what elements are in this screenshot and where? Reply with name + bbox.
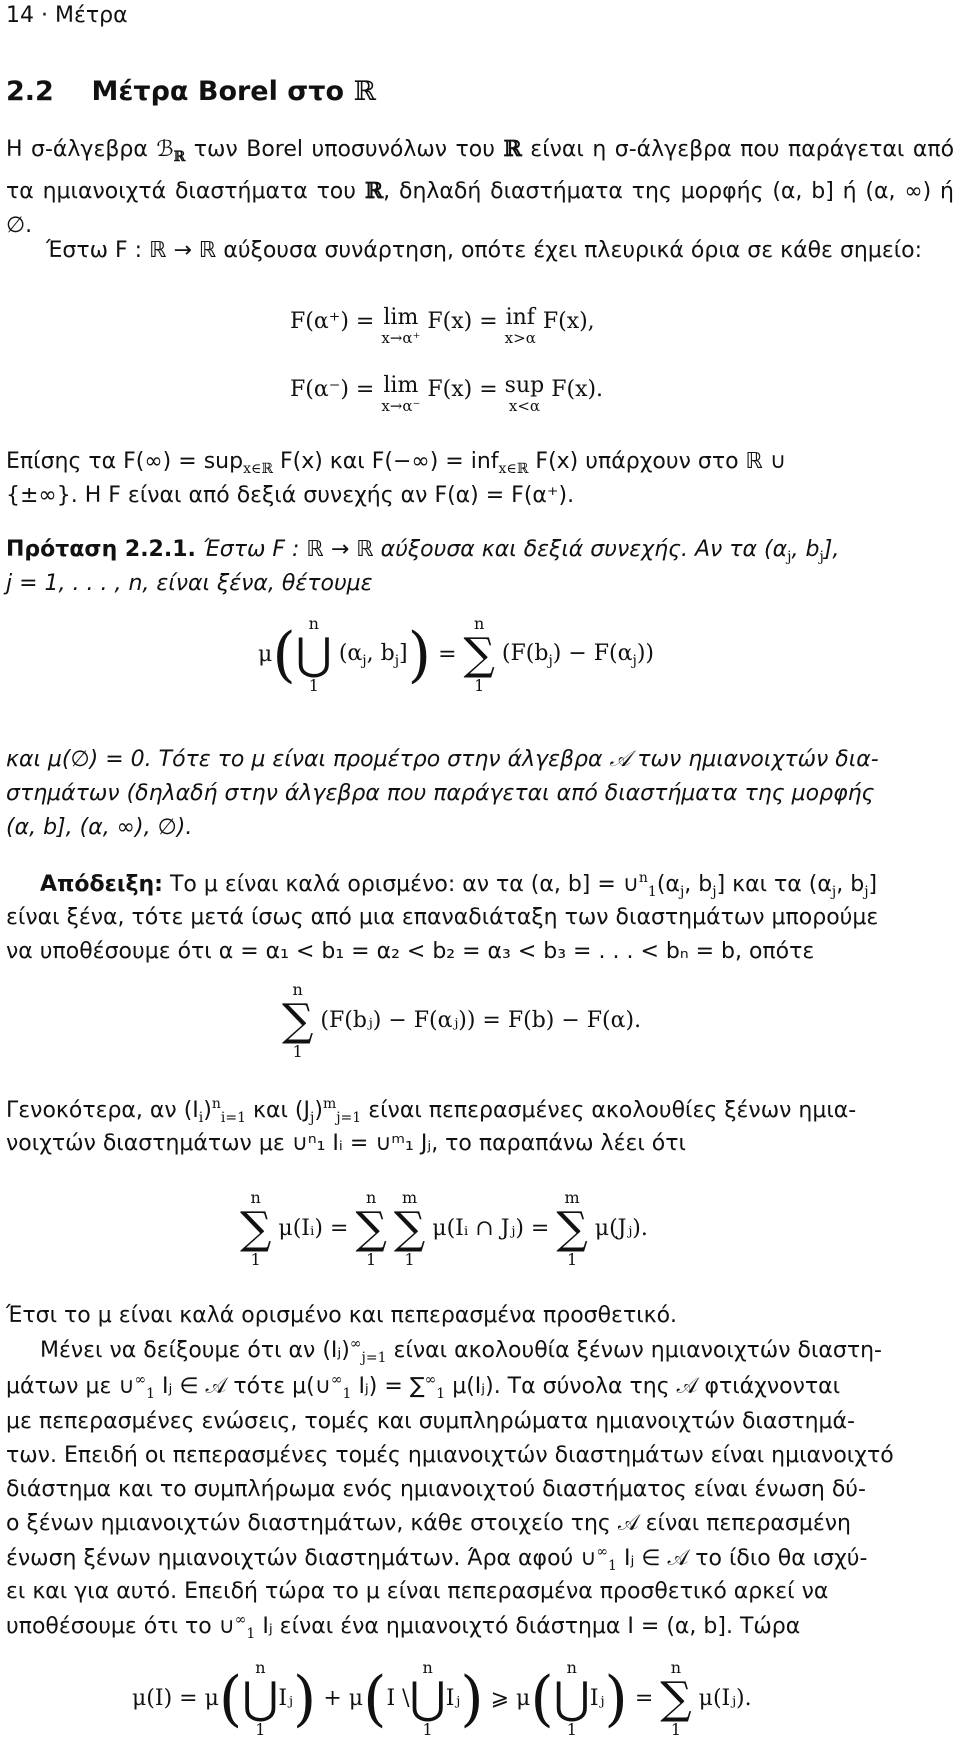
union-operator: n ⋃ 1 bbox=[409, 1658, 446, 1740]
math-text: F(α⁻) = bbox=[290, 377, 375, 402]
proof-e6 bbox=[6, 1474, 866, 1506]
left-paren: ( bbox=[530, 1664, 554, 1735]
subscript: i bbox=[198, 1110, 204, 1126]
math-text: Iⱼ bbox=[589, 1686, 605, 1712]
text: Έστω F : ℝ → ℝ αύξουσα και δεξιά συνεχής. Αν τα (α bbox=[202, 537, 788, 562]
subscript: 1 bbox=[647, 884, 657, 900]
proof-line-1 bbox=[40, 868, 877, 902]
subscript: j bbox=[632, 653, 637, 670]
proposition-after-1 bbox=[6, 744, 879, 776]
sum-bottom: 1 bbox=[366, 1250, 377, 1270]
proof-e1 bbox=[6, 1300, 677, 1332]
superscript: ∞ bbox=[234, 1612, 247, 1628]
sum-top: m bbox=[564, 1188, 580, 1207]
text: {±∞}. Η F είναι από δεξιά συνεχής αν F(α) = F(α⁺). bbox=[6, 483, 575, 508]
general-line-1 bbox=[6, 1094, 856, 1128]
text: στημάτων (δηλαδή στην άλγεβρα που παράγεται από διαστήματα της μορφής bbox=[6, 781, 875, 806]
header-dot: · bbox=[41, 3, 48, 28]
right-paren: ) bbox=[407, 620, 432, 691]
text: υποθέσουμε ότι το ∪ bbox=[6, 1614, 235, 1639]
math-text: μ(Jⱼ). bbox=[594, 1216, 648, 1242]
superscript: ∞ bbox=[134, 1372, 147, 1388]
limits-line-2 bbox=[290, 374, 603, 415]
subscript: j bbox=[394, 653, 400, 670]
text: F(x) και F(−∞) = inf bbox=[279, 449, 499, 474]
text: Έτσι το μ είναι καλά ορισμένο και πεπερασμένα προσθετικό. bbox=[6, 1303, 678, 1328]
left-paren: ( bbox=[363, 1664, 387, 1735]
intro-text: Η σ-άλγεβρα bbox=[6, 137, 148, 162]
text: μάτων με ∪ bbox=[6, 1374, 135, 1399]
math-text: Iⱼ bbox=[445, 1686, 461, 1712]
text: (α, b], (α, ∞), ∅). bbox=[6, 815, 193, 840]
math-text: μ(Iⱼ). bbox=[698, 1686, 752, 1712]
sum-bottom: 1 bbox=[292, 1042, 303, 1062]
math-text: F(x). bbox=[551, 377, 604, 402]
subscript: i=1 bbox=[220, 1110, 247, 1126]
proof-line-2 bbox=[6, 902, 878, 934]
lim-under: x→α⁻ bbox=[381, 397, 421, 416]
proof-e5 bbox=[6, 1440, 894, 1472]
borel-subscript: ℝ bbox=[173, 149, 186, 165]
superscript: n bbox=[211, 1096, 221, 1112]
math-text: ) − F(α bbox=[552, 641, 633, 667]
text: νοιχτών διαστημάτων με ∪ⁿ₁ Iᵢ = ∪ᵐ₁ Jⱼ, το παραπάνω λέει ότι bbox=[6, 1131, 686, 1156]
lim-word: lim bbox=[383, 373, 419, 398]
section-number: 2.2 bbox=[6, 76, 54, 107]
text: ο ξένων ημιανοιχτών διαστημάτων, κάθε στοιχείο της 𝒜 είναι πεπερασμένη bbox=[6, 1511, 851, 1536]
subscript: 1 bbox=[342, 1386, 352, 1402]
reals-symbol: ℝ bbox=[364, 178, 384, 204]
text: είναι πεπερασμένες ακολουθίες ξένων ημια- bbox=[368, 1098, 857, 1123]
text: , b bbox=[836, 872, 865, 897]
intro-text: Έστω F : ℝ → ℝ αύξουσα συνάρτηση, οπότε έχει πλευρικά όρια σε κάθε bbox=[46, 238, 833, 263]
proposition-line-1 bbox=[6, 534, 839, 567]
sup-operator bbox=[505, 374, 545, 415]
additivity-equation bbox=[240, 1190, 648, 1268]
proof-e7 bbox=[6, 1508, 851, 1540]
final-equation bbox=[132, 1660, 752, 1738]
lim-operator bbox=[381, 306, 420, 347]
math-text: + μ bbox=[323, 1686, 364, 1712]
math-text: F(α⁺) = bbox=[290, 309, 375, 334]
intro-text: από τα ημιανοιχτά διαστήματα του bbox=[6, 137, 955, 204]
proposition-equation bbox=[258, 616, 654, 694]
union-top: n bbox=[566, 1658, 577, 1677]
right-paren: ) bbox=[460, 1664, 484, 1735]
text: ] bbox=[868, 872, 878, 897]
section-title-symbol: ℝ bbox=[353, 76, 376, 107]
reals-symbol: ℝ bbox=[503, 136, 522, 162]
equals: = bbox=[438, 642, 457, 668]
union-operator: n ⋃ 1 bbox=[553, 1658, 590, 1740]
text: με πεπερασμένες ενώσεις, τομές και συμπληρώματα ημιανοιχτών διαστημά- bbox=[6, 1409, 855, 1434]
sum-operator: n ∑ 1 bbox=[240, 1188, 272, 1270]
subscript: j bbox=[310, 1110, 315, 1126]
intro-text: , δηλαδή διαστήματα της μορφής (α, b] bbox=[383, 179, 834, 204]
subscript: j bbox=[831, 884, 837, 900]
superscript: ∞ bbox=[330, 1372, 343, 1388]
subscript: j bbox=[864, 884, 869, 900]
equals: = bbox=[634, 1686, 654, 1712]
also-line-1 bbox=[6, 446, 786, 479]
lim-word: lim bbox=[383, 305, 419, 330]
text: ει και για αυτό. Επειδή τώρα το μ είναι πεπερασμένα προσθετικό αρκεί να bbox=[6, 1579, 829, 1604]
sum-top: n bbox=[250, 1188, 261, 1207]
limits-line-1 bbox=[290, 306, 595, 347]
proposition-after-2 bbox=[6, 778, 874, 810]
intro-text: ή (α, ∞) ή ∅. bbox=[6, 179, 954, 238]
proof-e10 bbox=[6, 1610, 800, 1644]
proof-line-3 bbox=[6, 936, 814, 968]
superscript: ∞ bbox=[596, 1544, 609, 1560]
intro-paragraph-2 bbox=[6, 234, 954, 268]
proof-e9 bbox=[6, 1576, 828, 1608]
sum-bottom: 1 bbox=[474, 676, 485, 696]
math-text: μ(Iᵢ ∩ Jⱼ) = bbox=[432, 1216, 550, 1242]
subscript: 1 bbox=[608, 1558, 617, 1574]
text: Iⱼ) = ∑ bbox=[358, 1374, 425, 1399]
text: των. Επειδή οι πεπερασμένες τομές ημιανοιχτών διαστημάτων είναι ημιανοιχτό bbox=[6, 1443, 894, 1468]
subscript: j bbox=[362, 653, 367, 670]
sum-top: n bbox=[670, 1658, 682, 1677]
math-text: F(x) = bbox=[427, 309, 498, 334]
math-text: ⩾ μ bbox=[490, 1686, 531, 1712]
right-paren: ) bbox=[292, 1664, 317, 1735]
proof-e2 bbox=[40, 1334, 882, 1368]
text: Γενοκότερα, αν (I bbox=[6, 1098, 199, 1123]
subscript: j bbox=[548, 653, 553, 670]
text: Επίσης τα F(∞) = sup bbox=[6, 449, 244, 474]
sum-top: n bbox=[474, 614, 485, 633]
text: Τότε το μ είναι προμέτρο στην άλγεβρα 𝒜 των ημιανοιχτών δια- bbox=[158, 747, 879, 772]
right-paren: ) bbox=[604, 1664, 628, 1735]
superscript: ∞ bbox=[424, 1372, 437, 1388]
text: , b bbox=[791, 537, 820, 562]
math-text: I \ bbox=[386, 1686, 410, 1712]
subscript: 1 bbox=[146, 1386, 156, 1402]
inf-operator bbox=[505, 306, 536, 347]
proof-label: Απόδειξη: bbox=[40, 872, 163, 897]
union-operator bbox=[296, 616, 332, 694]
math-text: (F(b bbox=[501, 641, 549, 667]
intro-text: σημείο: bbox=[839, 238, 923, 263]
text: μ(Iⱼ). Τα σύνολα της 𝒜 φτιάχνονται bbox=[452, 1374, 841, 1399]
text: F(x) υπάρχουν στο ℝ ∪ bbox=[535, 449, 787, 474]
subscript: x∈ℝ bbox=[243, 461, 273, 477]
running-header bbox=[6, 0, 128, 32]
proposition-line-2 bbox=[6, 568, 373, 600]
union-top: n bbox=[308, 614, 319, 633]
sum-operator bbox=[464, 616, 495, 694]
left-paren: ( bbox=[272, 620, 296, 691]
union-top: n bbox=[255, 1658, 266, 1677]
sum-symbol: ∑ bbox=[282, 995, 314, 1046]
sum-operator: m ∑ 1 bbox=[393, 1188, 426, 1270]
sum-operator: m ∑ 1 bbox=[556, 1188, 588, 1270]
union-operator: n ⋃ 1 bbox=[242, 1658, 279, 1740]
math-text: (α bbox=[338, 641, 363, 667]
text: διάστημα και το συμπλήρωμα ενός ημιανοιχτού διαστήματος είναι ένωση δύ- bbox=[6, 1477, 866, 1502]
section-title: Μέτρα Borel στο bbox=[91, 76, 345, 107]
math-text: F(x) = bbox=[427, 377, 498, 402]
proof-e8 bbox=[6, 1542, 867, 1576]
proof-sum-equation bbox=[282, 982, 641, 1060]
math-text: μ(I) = μ bbox=[132, 1686, 219, 1712]
text: Μένει να δείξουμε ότι αν (Iⱼ) bbox=[40, 1338, 350, 1363]
left-paren: ( bbox=[218, 1664, 243, 1735]
union-bottom: 1 bbox=[422, 1720, 433, 1740]
math-text: , b bbox=[366, 641, 395, 667]
sum-bottom: 1 bbox=[404, 1250, 415, 1270]
subscript: x∈ℝ bbox=[498, 461, 529, 477]
superscript: ∞ bbox=[349, 1336, 362, 1352]
text: ) bbox=[314, 1098, 323, 1123]
subscript: j=1 bbox=[361, 1350, 387, 1366]
lim-operator bbox=[381, 374, 420, 415]
union-bottom: 1 bbox=[255, 1720, 266, 1740]
text: και μ(∅) = 0. bbox=[6, 747, 152, 772]
superscript: m bbox=[322, 1096, 337, 1112]
union-symbol: ⋃ bbox=[295, 629, 332, 680]
union-bottom: 1 bbox=[566, 1720, 577, 1740]
sum-symbol: ∑ bbox=[463, 629, 495, 680]
sum-top: m bbox=[401, 1188, 418, 1207]
intro-text: των Borel υποσυνόλων του bbox=[193, 137, 495, 162]
union-top: n bbox=[422, 1658, 433, 1677]
subscript: j bbox=[679, 884, 685, 900]
text: και (J bbox=[253, 1098, 310, 1123]
proof-e4 bbox=[6, 1406, 855, 1438]
text: j = 1, . . . , n, είναι ξένα, θέτουμε bbox=[6, 571, 373, 596]
subscript: j bbox=[712, 884, 717, 900]
subscript: j=1 bbox=[336, 1110, 362, 1126]
text: Iⱼ ∈ 𝒜 το ίδιο θα ισχύ- bbox=[623, 1546, 868, 1571]
lim-under: x→α⁺ bbox=[381, 329, 421, 348]
text: ] και τα (α bbox=[716, 872, 832, 897]
text: Το μ είναι καλά ορισμένο: αν τα (α, b] = ∪ bbox=[169, 872, 639, 897]
text: είναι ακολουθία ξένων ημιανοιχτών διαστη- bbox=[393, 1338, 882, 1363]
proof-e3 bbox=[6, 1370, 840, 1404]
section-heading bbox=[6, 72, 376, 111]
math-text: μ(Iᵢ) = bbox=[278, 1216, 349, 1242]
page-number: 14 bbox=[6, 3, 34, 28]
subscript: 1 bbox=[246, 1626, 256, 1642]
text: ], bbox=[823, 537, 840, 562]
text: ένωση ξένων ημιανοιχτών διαστημάτων. Άρα αφού ∪ bbox=[6, 1546, 597, 1571]
sum-bottom: 1 bbox=[670, 1720, 682, 1740]
intro-text: είναι η σ-άλγεβρα που παράγεται bbox=[530, 137, 905, 162]
text: (α bbox=[656, 872, 680, 897]
subscript: j bbox=[787, 549, 792, 565]
math-text: (F(bⱼ) − F(αⱼ)) = F(b) − F(α). bbox=[320, 1008, 642, 1034]
subscript: 1 bbox=[436, 1386, 446, 1402]
text: είναι ξένα, τότε μετά ίσως από μια επαναδιάταξη των διαστημάτων μπορούμε bbox=[6, 905, 879, 930]
text: Iⱼ είναι ένα ημιανοιχτό διάστημα I = (α, b]. Τώρα bbox=[262, 1614, 801, 1639]
sum-top: n bbox=[292, 980, 303, 999]
mu-symbol: μ bbox=[258, 642, 273, 668]
sum-operator: n ∑ 1 bbox=[355, 1188, 387, 1270]
inf-word: inf bbox=[505, 305, 535, 330]
text: Iⱼ ∈ 𝒜 τότε μ(∪ bbox=[162, 1374, 331, 1399]
text: , b bbox=[684, 872, 713, 897]
math-text: Iⱼ bbox=[278, 1686, 293, 1712]
proposition-after-3 bbox=[6, 812, 192, 844]
text: ) bbox=[203, 1098, 212, 1123]
union-bottom: 1 bbox=[308, 676, 319, 696]
sup-under: x<α bbox=[508, 397, 541, 416]
sum-bottom: 1 bbox=[566, 1250, 578, 1270]
proposition-label: Πρόταση 2.2.1. bbox=[6, 537, 196, 562]
also-line-2 bbox=[6, 480, 574, 512]
running-title: Μέτρα bbox=[55, 3, 128, 28]
intro-paragraph bbox=[6, 132, 954, 243]
subscript: j bbox=[819, 549, 824, 565]
sum-top: n bbox=[365, 1188, 377, 1207]
borel-symbol: ℬ bbox=[156, 137, 174, 162]
math-text: )) bbox=[636, 641, 655, 667]
math-text: F(x), bbox=[542, 309, 595, 334]
sum-operator: n ∑ 1 bbox=[660, 1658, 692, 1740]
math-text: ] bbox=[399, 641, 408, 667]
sum-operator bbox=[282, 982, 313, 1060]
inf-under: x>α bbox=[504, 329, 536, 348]
sup-word: sup bbox=[504, 373, 545, 398]
text: να υποθέσουμε ότι α = α₁ < b₁ = α₂ < b₂ = α₃ < b₃ = . . . < bₙ = b, οπότε bbox=[6, 939, 815, 964]
general-line-2 bbox=[6, 1128, 686, 1160]
sum-bottom: 1 bbox=[250, 1250, 261, 1270]
superscript: n bbox=[638, 870, 648, 886]
